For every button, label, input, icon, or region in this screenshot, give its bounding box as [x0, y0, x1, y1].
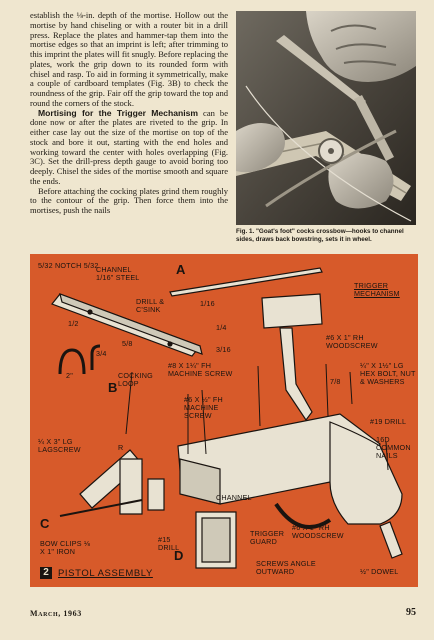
label-part-c: C: [40, 516, 50, 531]
photo-illustration: [236, 11, 416, 225]
label-drill-csink: DRILL & C'SINK: [136, 297, 165, 314]
label-part-d: D: [174, 548, 184, 563]
label-notch: 5/32 NOTCH 5/32: [38, 261, 99, 270]
article-paragraph-2: [30, 109, 228, 187]
label-dim-5-8: 5/8: [122, 339, 133, 348]
footer-date: March, 1963: [30, 609, 82, 618]
label-r: R: [118, 443, 124, 452]
rod-part: [170, 262, 322, 296]
section-heading: Mortising for the Trigger Mechanism: [38, 107, 199, 118]
figure-number: 2: [40, 567, 52, 579]
label-lagscrew: ¼ X 3" LG LAGSCREW: [38, 437, 81, 454]
photo-caption: Fig. 1. "Goat's foot" cocks crossbow—hooks to channel sides, draws back bowstring, sets it in wheel.: [236, 228, 404, 243]
figure-title: PISTOL ASSEMBLY: [58, 568, 153, 579]
label-dim-3-16: 3/16: [216, 345, 231, 354]
label-part-b: B: [108, 380, 118, 395]
label-drill-15: #15 DRILL: [158, 535, 180, 552]
label-dim-1-2: 1/2: [68, 319, 79, 328]
label-fh-machine-screw: #6 X ½" FH MACHINE SCREW: [184, 395, 223, 420]
label-hex-bolt: ¼" X 1½" LG HEX BOLT, NUT & WASHERS: [360, 361, 416, 386]
label-channel-steel: CHANNEL 1/16" STEEL: [96, 265, 140, 282]
label-dim-7-8: 7/8: [330, 377, 341, 386]
article-paragraph-1: establish the ⅛-in. depth of the mortise. Hollow out the mortise by hand chiseling or with a router bit in a drill press. Replace the plates and hammer-tap them into the mortise edges so that an imprint is left; after trimming to this imprint the plates will fit snugly. Before replacing the plates, work the grip down to its rounded form with chisel and rasp. To aid in forming it symmetrically, make a couple of cardboard templates (Fig. 3B) to check the roundness of the grip. Fair off the grip toward the top and round the corners of the stock.: [30, 11, 228, 108]
label-rh-woodscrew-bottom: #6 X 1" RH WOODSCREW: [292, 523, 344, 540]
label-trigger-mechanism: TRIGGER MECHANISM: [354, 281, 400, 298]
pistol-assembly-drawing: [30, 254, 418, 587]
label-dim-2: 2": [66, 371, 73, 380]
label-machine-screw: #8 X 1¼" FH MACHINE SCREW: [168, 361, 233, 378]
label-trigger-guard: TRIGGER GUARD: [250, 529, 285, 546]
label-screws-angle: SCREWS ANGLE OUTWARD: [256, 559, 316, 576]
label-bow-clips: BOW CLIPS ⅛ X 1" IRON: [40, 539, 91, 556]
label-drill-19: #19 DRILL: [370, 417, 407, 426]
trigger-mechanism-block: [262, 294, 322, 328]
crossbow-photo: [236, 11, 416, 225]
label-rh-woodscrew-top: #6 X 1" RH WOODSCREW: [326, 333, 378, 350]
label-dowel: ½" DOWEL: [360, 567, 399, 576]
label-common-nails: 16D COMMON NAILS: [376, 435, 411, 460]
label-cocking-loop: COCKING LOOP: [118, 371, 153, 388]
label-channel: CHANNEL: [216, 493, 252, 502]
article-paragraph-3: Before attaching the cocking plates grind them roughly to the contour of the grip. Then force them into the mortises, push the nails: [30, 185, 228, 215]
article-text-column: [30, 11, 228, 243]
label-part-a: A: [176, 262, 186, 277]
article-paragraph-2-body: can be done now or after the plates are riveted to the grip. In either case lay out the size of the mortise on top of the stock and bore it out, starting with the end holes and working toward the center with holes overlapping (Fig. 3C). Set the drill-press depth gauge to avoid boring too deeply. Chisel the sides of the mortise smooth and square the ends.: [30, 107, 228, 186]
figure-2-illustration: [30, 254, 418, 587]
label-dim-1-4: 1/4: [216, 323, 227, 332]
label-dim-1-16: 1/16: [200, 299, 215, 308]
page-number: 95: [406, 607, 416, 618]
label-dim-3-4: 3/4: [96, 349, 107, 358]
